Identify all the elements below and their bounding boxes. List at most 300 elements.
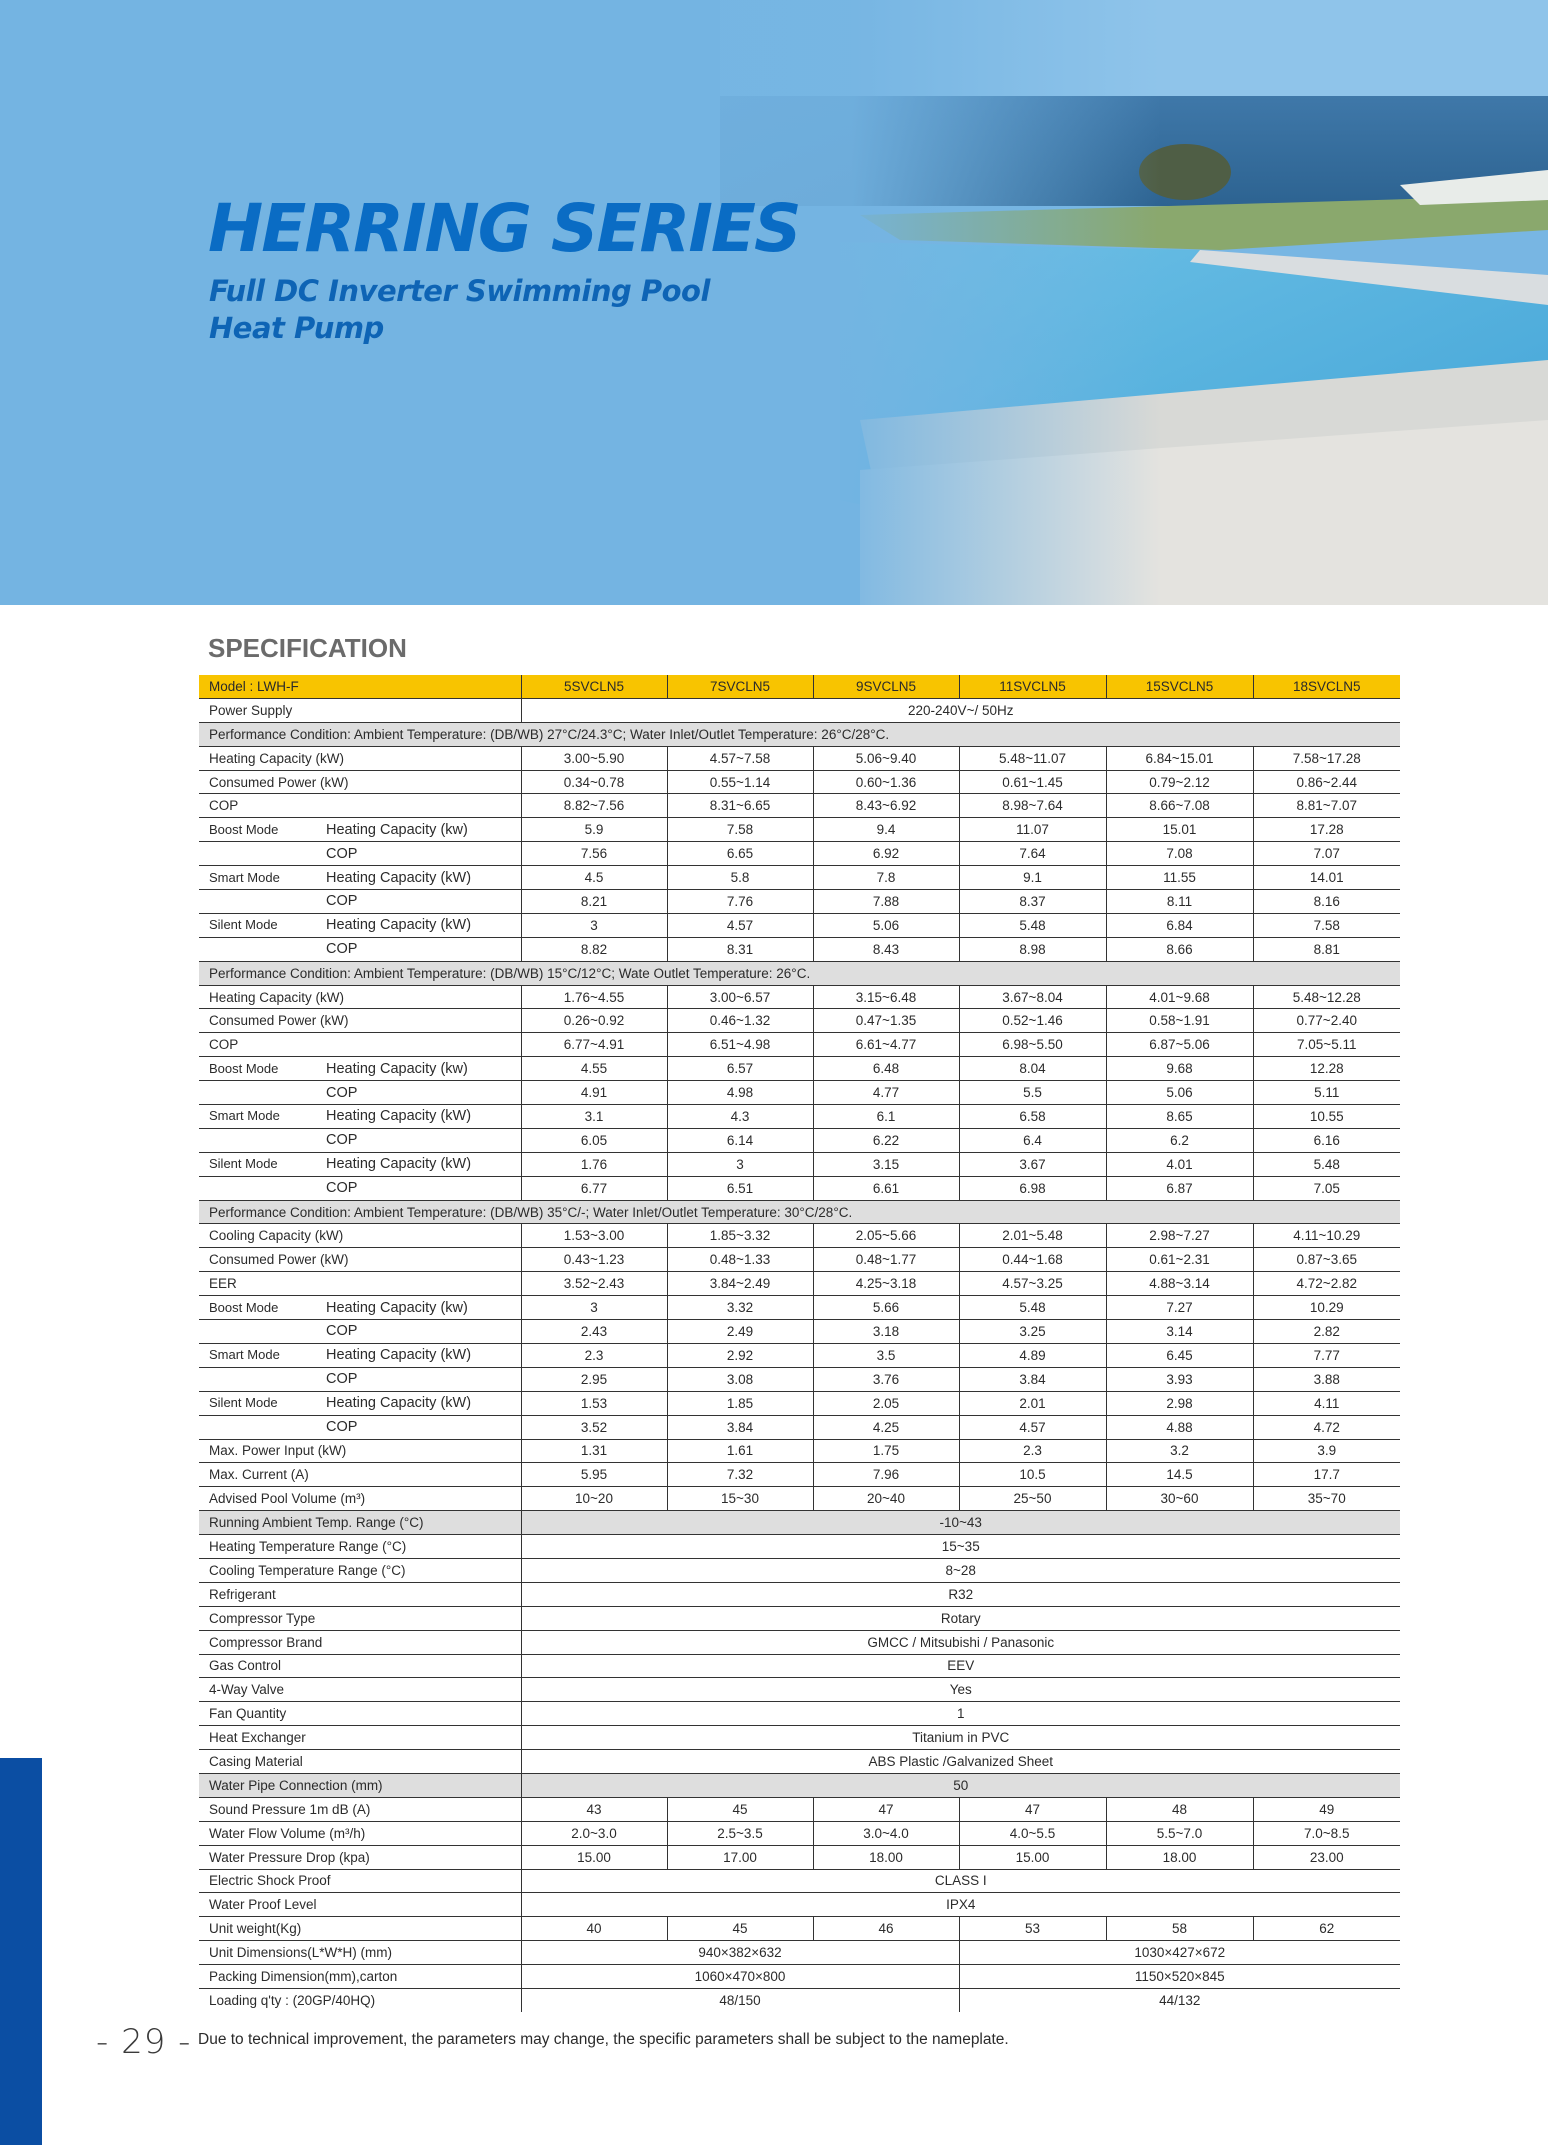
table-row (199, 1033, 1400, 1057)
value-cell: 6.4 (959, 1128, 1106, 1152)
value-cell: 4.01~9.68 (1106, 985, 1253, 1009)
table-row (199, 1081, 1400, 1105)
value-cell: 4.72~2.82 (1253, 1272, 1400, 1296)
value-cell: 7.56 (521, 842, 667, 866)
value-cell: 5.66 (813, 1296, 959, 1320)
value-cell: 6.87~5.06 (1106, 1033, 1253, 1057)
value-cell: 1.75 (813, 1439, 959, 1463)
value-cell: 5.9 (521, 818, 667, 842)
table-row (199, 866, 1400, 890)
value-cell: 3.67~8.04 (959, 985, 1106, 1009)
row-label: Heating Capacity (kW) (199, 746, 521, 770)
value-cell: 8.31 (667, 937, 813, 961)
row-label: Gas Control (199, 1654, 521, 1678)
value-cell: 3.2 (1106, 1439, 1253, 1463)
value-cell: 1.31 (521, 1439, 667, 1463)
table-row (199, 1272, 1400, 1296)
value-cell: 4.57 (667, 913, 813, 937)
value-cell: 8.82~7.56 (521, 794, 667, 818)
table-row (199, 937, 1400, 961)
value-cell: 7.07 (1253, 842, 1400, 866)
value-cell: 5.48 (959, 913, 1106, 937)
value-cell: 6.51 (667, 1176, 813, 1200)
value-cell: 35~70 (1253, 1487, 1400, 1511)
value-cell: 3.15 (813, 1152, 959, 1176)
value-cell: 2.05~5.66 (813, 1224, 959, 1248)
row-label (199, 1128, 521, 1152)
row-label: Compressor Type (199, 1606, 521, 1630)
value-cell: 3.15~6.48 (813, 985, 959, 1009)
value-cell: 4.98 (667, 1081, 813, 1105)
value-cell: 8.11 (1106, 890, 1253, 914)
value-cell: 17.28 (1253, 818, 1400, 842)
value-cell: 2.98 (1106, 1391, 1253, 1415)
row-label (199, 1320, 521, 1344)
page-number: - 29 - (96, 2022, 192, 2062)
value-cell: 2.3 (521, 1343, 667, 1367)
table-row (199, 1821, 1400, 1845)
value-cell: 0.52~1.46 (959, 1009, 1106, 1033)
table-row (199, 1654, 1400, 1678)
mode-sub-label: COP (326, 1419, 358, 1436)
value-cell: 4.57 (959, 1415, 1106, 1439)
value-cell: 8.66~7.08 (1106, 794, 1253, 818)
value-cell: 4.3 (667, 1105, 813, 1129)
value-cell: 8.21 (521, 890, 667, 914)
row-label: Fan Quantity (199, 1702, 521, 1726)
value-cell: 6.48 (813, 1057, 959, 1081)
table-row (199, 746, 1400, 770)
table-row (199, 1678, 1400, 1702)
table-row (199, 1917, 1400, 1941)
value-cell: 0.61~1.45 (959, 770, 1106, 794)
row-label: Compressor Brand (199, 1630, 521, 1654)
value-cell: 2.05 (813, 1391, 959, 1415)
row-label: Unit weight(Kg) (199, 1917, 521, 1941)
value-cell: 0.26~0.92 (521, 1009, 667, 1033)
value-cell: 4.55 (521, 1057, 667, 1081)
row-label (199, 1415, 521, 1439)
condition-row (199, 1200, 1400, 1224)
row-label: Heating Capacity (kW) (199, 985, 521, 1009)
mode-sub-label: COP (326, 1371, 358, 1388)
value-cell: 3.1 (521, 1105, 667, 1129)
table-row (199, 890, 1400, 914)
value-cell: 14.5 (1106, 1463, 1253, 1487)
value-cell: 6.16 (1253, 1128, 1400, 1152)
condition-row (199, 961, 1400, 985)
value-cell: 3.5 (813, 1343, 959, 1367)
row-label (199, 937, 521, 961)
table-row (199, 1224, 1400, 1248)
value-cell: 9.68 (1106, 1057, 1253, 1081)
value-cell: 5.95 (521, 1463, 667, 1487)
value-cell: 15.00 (521, 1845, 667, 1869)
value-cell: 5.5~7.0 (1106, 1821, 1253, 1845)
spanned-value-cell: Rotary (521, 1606, 1400, 1630)
value-cell: 3 (521, 913, 667, 937)
spanned-value-cell: 8~28 (521, 1558, 1400, 1582)
value-cell: 8.43 (813, 937, 959, 961)
value-cell: 5.5 (959, 1081, 1106, 1105)
header-model-15svcln5: 15SVCLN5 (1106, 675, 1253, 698)
value-cell: 5.11 (1253, 1081, 1400, 1105)
value-cell: 8.98~7.64 (959, 794, 1106, 818)
value-cell: 1.61 (667, 1439, 813, 1463)
value-cell: 1.85 (667, 1391, 813, 1415)
row-label: Consumed Power (kW) (199, 1009, 521, 1033)
spanned-value-cell: Titanium in PVC (521, 1726, 1400, 1750)
value-cell: 14.01 (1253, 866, 1400, 890)
value-cell: 47 (959, 1797, 1106, 1821)
value-cell: 4.72 (1253, 1415, 1400, 1439)
spanned-value-cell: GMCC / Mitsubishi / Panasonic (521, 1630, 1400, 1654)
value-cell: 7.96 (813, 1463, 959, 1487)
value-cell: 3 (521, 1296, 667, 1320)
table-row (199, 1582, 1400, 1606)
row-label: Cooling Temperature Range (°C) (199, 1558, 521, 1582)
value-cell: 0.46~1.32 (667, 1009, 813, 1033)
table-row (199, 698, 1400, 722)
table-row (199, 1702, 1400, 1726)
value-cell: 45 (667, 1797, 813, 1821)
table-row (199, 1535, 1400, 1559)
value-cell: 6.51~4.98 (667, 1033, 813, 1057)
value-cell: 17.7 (1253, 1463, 1400, 1487)
value-cell: 8.16 (1253, 890, 1400, 914)
mode-group-label: Smart Mode (209, 1347, 280, 1363)
row-label (199, 842, 521, 866)
mode-group-label: Smart Mode (209, 869, 280, 885)
value-cell: 1.76 (521, 1152, 667, 1176)
value-cell: 3.32 (667, 1296, 813, 1320)
spanned-value-cell: ABS Plastic /Galvanized Sheet (521, 1750, 1400, 1774)
value-cell: 23.00 (1253, 1845, 1400, 1869)
half-span-value-cell: 1030×427×672 (959, 1941, 1400, 1965)
value-cell: 3.76 (813, 1367, 959, 1391)
mode-sub-label: Heating Capacity (kW) (326, 869, 472, 886)
value-cell: 2.43 (521, 1320, 667, 1344)
value-cell: 6.61~4.77 (813, 1033, 959, 1057)
value-cell: 3.67 (959, 1152, 1106, 1176)
value-cell: 0.55~1.14 (667, 770, 813, 794)
value-cell: 8.65 (1106, 1105, 1253, 1129)
table-row (199, 1057, 1400, 1081)
value-cell: 12.28 (1253, 1057, 1400, 1081)
table-row (199, 1463, 1400, 1487)
value-cell: 6.87 (1106, 1176, 1253, 1200)
row-label: Power Supply (199, 698, 521, 722)
value-cell: 2.95 (521, 1367, 667, 1391)
table-row (199, 1367, 1400, 1391)
value-cell: 3.52 (521, 1415, 667, 1439)
mode-sub-label: COP (326, 1132, 358, 1149)
value-cell: 1.53~3.00 (521, 1224, 667, 1248)
value-cell: 4.89 (959, 1343, 1106, 1367)
value-cell: 7.64 (959, 842, 1106, 866)
hero-banner (0, 0, 1548, 605)
row-label (199, 1105, 521, 1129)
value-cell: 0.58~1.91 (1106, 1009, 1253, 1033)
value-cell: 10.5 (959, 1463, 1106, 1487)
value-cell: 6.2 (1106, 1128, 1253, 1152)
value-cell: 30~60 (1106, 1487, 1253, 1511)
value-cell: 6.22 (813, 1128, 959, 1152)
table-row (199, 985, 1400, 1009)
value-cell: 1.53 (521, 1391, 667, 1415)
value-cell: 6.98~5.50 (959, 1033, 1106, 1057)
value-cell: 0.60~1.36 (813, 770, 959, 794)
value-cell: 4.0~5.5 (959, 1821, 1106, 1845)
value-cell: 0.87~3.65 (1253, 1248, 1400, 1272)
spec-table (199, 675, 1400, 2012)
value-cell: 0.44~1.68 (959, 1248, 1106, 1272)
value-cell: 6.92 (813, 842, 959, 866)
value-cell: 10.55 (1253, 1105, 1400, 1129)
subtitle-line-1: Full DC Inverter Swimming Pool (209, 274, 710, 308)
value-cell: 6.57 (667, 1057, 813, 1081)
value-cell: 6.14 (667, 1128, 813, 1152)
value-cell: 10~20 (521, 1487, 667, 1511)
value-cell: 15~30 (667, 1487, 813, 1511)
value-cell: 8.43~6.92 (813, 794, 959, 818)
condition-label: Performance Condition: Ambient Temperature: (DB/WB) 27°C/24.3°C; Water Inlet/Outlet Temperature: 26°C/28°C. (199, 722, 1400, 746)
table-header-row (199, 675, 1400, 698)
table-row (199, 1988, 1400, 2011)
row-label: Water Flow Volume (m³/h) (199, 1821, 521, 1845)
value-cell: 15.00 (959, 1845, 1106, 1869)
value-cell: 3.0~4.0 (813, 1821, 959, 1845)
table-row (199, 1248, 1400, 1272)
value-cell: 5.48~11.07 (959, 746, 1106, 770)
table-row (199, 1726, 1400, 1750)
table-row (199, 1630, 1400, 1654)
value-cell: 0.86~2.44 (1253, 770, 1400, 794)
value-cell: 46 (813, 1917, 959, 1941)
value-cell: 3.00~6.57 (667, 985, 813, 1009)
value-cell: 6.84 (1106, 913, 1253, 937)
value-cell: 5.8 (667, 866, 813, 890)
value-cell: 8.81 (1253, 937, 1400, 961)
value-cell: 7.58~17.28 (1253, 746, 1400, 770)
mode-sub-label: Heating Capacity (kW) (326, 1108, 472, 1125)
table-row (199, 913, 1400, 937)
spanned-value-cell: 50 (521, 1773, 1400, 1797)
value-cell: 7.77 (1253, 1343, 1400, 1367)
table-row (199, 1558, 1400, 1582)
mode-group-label: Boost Mode (209, 821, 279, 837)
value-cell: 4.91 (521, 1081, 667, 1105)
row-label: Unit Dimensions(L*W*H) (mm) (199, 1941, 521, 1965)
value-cell: 5.06~9.40 (813, 746, 959, 770)
value-cell: 5.06 (813, 913, 959, 937)
value-cell: 6.1 (813, 1105, 959, 1129)
value-cell: 0.48~1.77 (813, 1248, 959, 1272)
spanned-value-cell: CLASS I (521, 1869, 1400, 1893)
value-cell: 8.66 (1106, 937, 1253, 961)
half-span-value-cell: 1060×470×800 (521, 1965, 959, 1989)
header-model-7svcln5: 7SVCLN5 (667, 675, 813, 698)
row-label (199, 1081, 521, 1105)
row-label: Advised Pool Volume (m³) (199, 1487, 521, 1511)
value-cell: 3.14 (1106, 1320, 1253, 1344)
row-label: EER (199, 1272, 521, 1296)
value-cell: 58 (1106, 1917, 1253, 1941)
row-label: Casing Material (199, 1750, 521, 1774)
row-label: Loading q'ty : (20GP/40HQ) (209, 1992, 376, 2008)
row-label: Running Ambient Temp. Range (°C) (199, 1511, 521, 1535)
header-model-cell: Model : LWH-F (199, 675, 521, 698)
value-cell: 0.61~2.31 (1106, 1248, 1253, 1272)
series-subtitle (209, 273, 729, 347)
value-cell: 1.76~4.55 (521, 985, 667, 1009)
table-row (199, 842, 1400, 866)
spanned-value-cell: 15~35 (521, 1535, 1400, 1559)
value-cell: 2.01 (959, 1391, 1106, 1415)
value-cell: 2.5~3.5 (667, 1821, 813, 1845)
half-span-value-cell: 44/132 (959, 1988, 1400, 2011)
value-cell: 7.58 (667, 818, 813, 842)
value-cell: 3.25 (959, 1320, 1106, 1344)
value-cell: 7.08 (1106, 842, 1253, 866)
table-row (199, 1941, 1400, 1965)
mode-group-label: Boost Mode (209, 1299, 279, 1315)
mode-group-label: Silent Mode (209, 917, 278, 933)
value-cell: 2.01~5.48 (959, 1224, 1106, 1248)
value-cell: 8.81~7.07 (1253, 794, 1400, 818)
value-cell: 7.32 (667, 1463, 813, 1487)
spanned-value-cell: Yes (521, 1678, 1400, 1702)
table-row (199, 1606, 1400, 1630)
value-cell: 5.48~12.28 (1253, 985, 1400, 1009)
condition-label: Performance Condition: Ambient Temperature: (DB/WB) 15°C/12°C; Wate Outlet Temperature: 26°C. (199, 961, 1400, 985)
row-label (199, 866, 521, 890)
table-row (199, 818, 1400, 842)
mode-group-label: Silent Mode (209, 1156, 278, 1172)
mode-group-label: Boost Mode (209, 1060, 279, 1076)
subtitle-line-2: Heat Pump (209, 311, 384, 345)
value-cell: 3.18 (813, 1320, 959, 1344)
row-label: Heating Temperature Range (°C) (199, 1535, 521, 1559)
value-cell: 6.98 (959, 1176, 1106, 1200)
row-label: COP (199, 794, 521, 818)
value-cell: 17.00 (667, 1845, 813, 1869)
value-cell: 3.93 (1106, 1367, 1253, 1391)
value-cell: 11.07 (959, 818, 1106, 842)
row-label: Refrigerant (199, 1582, 521, 1606)
value-cell: 0.48~1.33 (667, 1248, 813, 1272)
row-label: Max. Power Input (kW) (199, 1439, 521, 1463)
mode-sub-label: COP (326, 941, 358, 958)
value-cell: 7.8 (813, 866, 959, 890)
value-cell: 48 (1106, 1797, 1253, 1821)
mode-sub-label: COP (326, 845, 358, 862)
value-cell: 4.01 (1106, 1152, 1253, 1176)
value-cell: 6.77 (521, 1176, 667, 1200)
spanned-value-cell: 1 (521, 1702, 1400, 1726)
value-cell: 0.47~1.35 (813, 1009, 959, 1033)
table-row (199, 1415, 1400, 1439)
mode-sub-label: Heating Capacity (kW) (326, 1156, 472, 1173)
value-cell: 4.11~10.29 (1253, 1224, 1400, 1248)
table-row (199, 1128, 1400, 1152)
value-cell: 6.58 (959, 1105, 1106, 1129)
row-label: Cooling Capacity (kW) (199, 1224, 521, 1248)
mode-sub-label: Heating Capacity (kw) (326, 1299, 468, 1316)
value-cell: 5.48 (959, 1296, 1106, 1320)
value-cell: 6.65 (667, 842, 813, 866)
row-label (199, 1367, 521, 1391)
row-label: Water Pressure Drop (kpa) (199, 1845, 521, 1869)
row-label: Electric Shock Proof (199, 1869, 521, 1893)
table-row (199, 1750, 1400, 1774)
row-label: COP (199, 1033, 521, 1057)
header-model-5svcln5: 5SVCLN5 (521, 675, 667, 698)
table-row (199, 770, 1400, 794)
mode-sub-label: Heating Capacity (kW) (326, 917, 472, 934)
row-label (199, 1391, 521, 1415)
value-cell: 62 (1253, 1917, 1400, 1941)
section-title: SPECIFICATION (208, 633, 407, 663)
value-cell: 9.4 (813, 818, 959, 842)
value-cell: 49 (1253, 1797, 1400, 1821)
value-cell: 6.84~15.01 (1106, 746, 1253, 770)
value-cell: 18.00 (1106, 1845, 1253, 1869)
mode-sub-label: COP (326, 1323, 358, 1340)
value-cell: 4.25~3.18 (813, 1272, 959, 1296)
value-cell: 7.88 (813, 890, 959, 914)
value-cell: 4.88 (1106, 1415, 1253, 1439)
table-row (199, 1511, 1400, 1535)
mode-group-label: Smart Mode (209, 1108, 280, 1124)
value-cell: 3.52~2.43 (521, 1272, 667, 1296)
spanned-value-cell: R32 (521, 1582, 1400, 1606)
value-cell: 4.11 (1253, 1391, 1400, 1415)
table-row (199, 794, 1400, 818)
row-label (199, 1296, 521, 1320)
table-row (199, 1391, 1400, 1415)
value-cell: 6.45 (1106, 1343, 1253, 1367)
spanned-value-cell: -10~43 (521, 1511, 1400, 1535)
value-cell: 8.31~6.65 (667, 794, 813, 818)
mode-sub-label: Heating Capacity (kW) (326, 1347, 472, 1364)
half-span-value-cell: 48/150 (521, 1988, 959, 2011)
row-label: Max. Current (A) (199, 1463, 521, 1487)
value-cell: 7.76 (667, 890, 813, 914)
header-model-9svcln5: 9SVCLN5 (813, 675, 959, 698)
value-cell: 11.55 (1106, 866, 1253, 890)
mode-sub-label: Heating Capacity (kw) (326, 1060, 468, 1077)
table-row (199, 1296, 1400, 1320)
value-cell: 2.0~3.0 (521, 1821, 667, 1845)
value-cell: 2.49 (667, 1320, 813, 1344)
row-label: Heat Exchanger (199, 1726, 521, 1750)
value-cell: 9.1 (959, 866, 1106, 890)
value-cell: 8.98 (959, 937, 1106, 961)
value-cell: 40 (521, 1917, 667, 1941)
spanned-value-cell: IPX4 (521, 1893, 1400, 1917)
value-cell: 3.08 (667, 1367, 813, 1391)
footnote: Due to technical improvement, the parameters may change, the specific parameters shall be subject to the nameplate. (198, 2031, 1009, 2048)
value-cell: 6.61 (813, 1176, 959, 1200)
value-cell: 7.58 (1253, 913, 1400, 937)
value-cell: 0.79~2.12 (1106, 770, 1253, 794)
mode-sub-label: COP (326, 893, 358, 910)
table-row (199, 1176, 1400, 1200)
value-cell: 5.48 (1253, 1152, 1400, 1176)
value-cell: 1.85~3.32 (667, 1224, 813, 1248)
row-label: Sound Pressure 1m dB (A) (199, 1797, 521, 1821)
